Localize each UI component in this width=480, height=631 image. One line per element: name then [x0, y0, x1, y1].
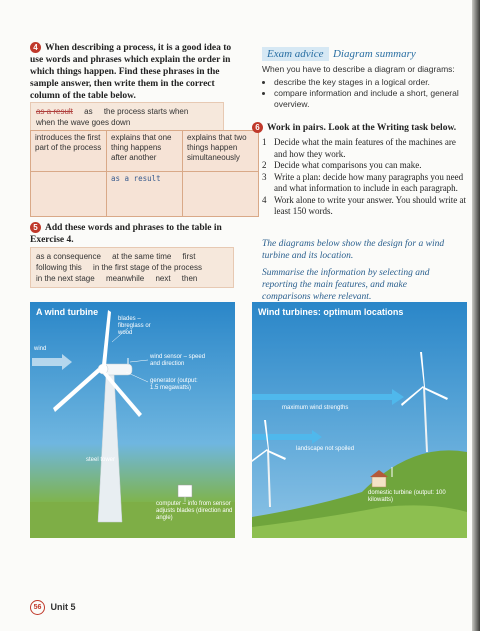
max-wind-arrow-icon [252, 389, 404, 405]
phrase-consequence: as a consequence [36, 252, 101, 261]
exercise-5-instructions [30, 222, 230, 246]
exercise-5-text: Add these words and phrases to the table in Exercise 4. [30, 223, 222, 245]
step-number: 3 [262, 171, 267, 182]
blade-up [102, 310, 111, 366]
step-item [262, 160, 467, 172]
step-item [262, 172, 467, 195]
exam-advice-intro: When you have to describe a diagram or diagrams: [262, 64, 455, 74]
exercise-6-text: Work in pairs. Look at the Writing task below. [267, 123, 457, 133]
step-number: 1 [262, 137, 267, 147]
label-max-wind: maximum wind strengths [282, 405, 349, 411]
label-domestic-turbine: domestic turbine (output: 100 kilowatts) [368, 490, 446, 503]
phrase-meanwhile: meanwhile [105, 274, 145, 283]
exam-advice-tag: Exam advice [262, 47, 329, 61]
label-landscape: landscape not spoiled [296, 446, 355, 452]
handwritten-answer: as a result [111, 174, 161, 183]
label-wind: wind [34, 346, 47, 352]
writing-task-p1: The diagrams below show the design for a wind turbine and its location. [262, 239, 445, 261]
exercise-5-number: 5 [30, 222, 41, 233]
exam-advice-header [262, 44, 462, 62]
writing-task [262, 238, 457, 303]
computer-box [178, 485, 192, 497]
page-edge [472, 0, 480, 631]
exercise-5-phrase-box [30, 247, 234, 288]
phrase-first-stage: in the first stage of the process [93, 263, 202, 272]
table-cell-empty[interactable] [31, 172, 107, 217]
phrase-following: following this [36, 263, 82, 272]
table-header-simultaneous: explains that two things happen simultaneously [183, 131, 259, 172]
step-text: Write a plan: decide how many paragraphs you need and what information to include in each paragraph. [274, 171, 464, 193]
exercise-4-table [30, 130, 259, 217]
blade-left [53, 368, 100, 412]
step-text: Decide what comparisons you can make. [274, 160, 422, 170]
phrase-process-starts: the process starts when [103, 107, 189, 116]
exercise-4-text: When describing a process, it is a good idea to use words and phrases which explain the order in which things happen. Find these phrases in the sample answer, then write them in the correct column of the table below. [30, 43, 232, 101]
label-wind-sensor: wind sensor – speed and direction [150, 354, 206, 367]
phrase-as-a-result: as a result [36, 107, 73, 116]
exercise-4-phrase-box [30, 102, 224, 132]
page-number: 56 [30, 600, 45, 615]
label-steel-tower: steel tower [86, 457, 116, 463]
phrase-wave-goes-down: when the wave goes down [36, 118, 131, 127]
step-text: Work alone to write your answer. You should write at least 150 words. [274, 194, 466, 216]
step-number: 2 [262, 160, 267, 170]
writing-task-p2: Summarise the information by selecting and reporting the main features, and make comparisons where relevant. [262, 268, 430, 302]
exercise-6-steps [262, 137, 467, 218]
table-header-sequence: explains that one thing happens after another [107, 131, 183, 172]
wind-arrow-icon [32, 354, 72, 370]
exam-advice-list [262, 77, 467, 110]
exercise-4-instructions [30, 42, 235, 102]
exercise-6-instructions [252, 122, 467, 134]
exercise-4-number: 4 [30, 42, 41, 53]
page-footer [30, 600, 76, 615]
advice-bullet: • describe the key stages in a logical order. [274, 77, 467, 88]
label-generator: generator (output: 1.5 megawatts) [150, 378, 198, 391]
house-shape [372, 477, 386, 487]
label-blades: blades – fibreglass or wood [118, 316, 151, 336]
wind-turbine-diagram [30, 302, 235, 538]
step-item [262, 195, 467, 218]
phrase-next-stage: in the next stage [36, 274, 95, 283]
exam-advice-title: Diagram summary [332, 48, 416, 60]
table-cell-empty[interactable] [183, 172, 259, 217]
table-header-first: introduces the first part of the process [31, 131, 107, 172]
label-computer: computer – info from sensor adjusts blades (direction and angle) [156, 501, 233, 521]
step-text: Decide what the main features of the machines are and how they work. [274, 137, 456, 159]
step-item [262, 137, 467, 160]
diagram-title-locations: Wind turbines: optimum locations [258, 307, 404, 317]
table-cell-handwritten[interactable] [107, 172, 183, 217]
unit-label: Unit 5 [50, 601, 76, 612]
hub-shape [98, 364, 108, 374]
advice-bullet: • compare information and include a short, general overview. [274, 88, 467, 110]
exercise-6-number: 6 [252, 122, 263, 133]
landscape-wind-arrow-icon [252, 430, 322, 444]
phrase-as: as [84, 107, 93, 116]
phrase-then: then [181, 274, 198, 283]
diagram-title-wind-turbine: A wind turbine [36, 307, 99, 317]
phrase-next: next [155, 274, 171, 283]
step-number: 4 [262, 194, 267, 205]
tower-shape [98, 374, 122, 522]
optimum-locations-diagram [252, 302, 467, 538]
phrase-first: first [182, 252, 196, 261]
phrase-same-time: at the same time [112, 252, 172, 261]
